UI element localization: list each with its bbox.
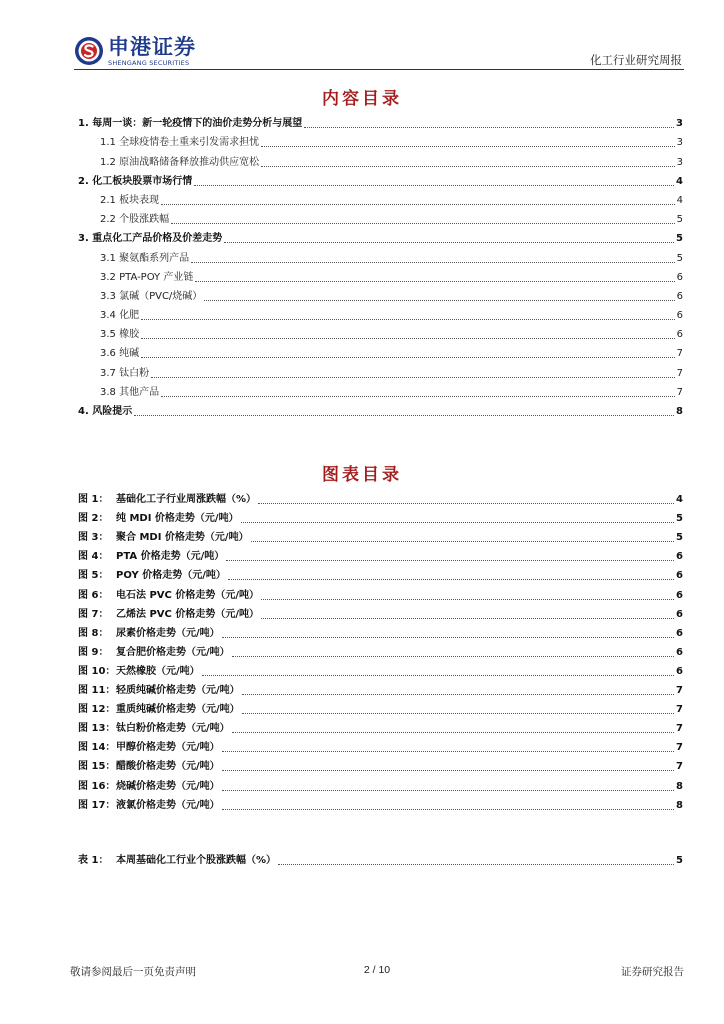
dot-leader bbox=[222, 809, 674, 810]
entry-label: 图 9： bbox=[78, 646, 109, 658]
dot-leader bbox=[228, 579, 674, 580]
entry-title: 2.2 个股涨跌幅 bbox=[100, 214, 170, 226]
toc-entry[interactable] bbox=[78, 322, 683, 341]
entry-label: 图 2： bbox=[78, 513, 109, 525]
entry-label: 图 8： bbox=[78, 627, 109, 639]
toc-entry[interactable] bbox=[78, 360, 683, 379]
entry-title: 烧碱价格走势（元/吨） bbox=[116, 780, 220, 792]
page-number: 2 / 10 bbox=[363, 964, 391, 976]
entry-page-number: 6 bbox=[676, 329, 683, 341]
entry-title: 3. 重点化工产品价格及价差走势 bbox=[78, 233, 223, 245]
entry-title: 3.1 聚氨酯系列产品 bbox=[100, 252, 190, 264]
entry-page-number: 5 bbox=[676, 214, 683, 226]
dot-leader bbox=[232, 732, 674, 733]
entry-page-number: 5 bbox=[676, 855, 683, 867]
figure-entry[interactable] bbox=[78, 659, 683, 678]
toc-list bbox=[78, 111, 683, 418]
entry-title: 复合肥价格走势（元/吨） bbox=[116, 646, 230, 658]
figure-entry[interactable] bbox=[78, 754, 683, 773]
dot-leader bbox=[261, 618, 674, 619]
figure-entry[interactable] bbox=[78, 621, 683, 640]
entry-title: 醋酸价格走势（元/吨） bbox=[116, 761, 220, 773]
dot-leader bbox=[261, 166, 675, 167]
entry-title: 2. 化工板块股票市场行情 bbox=[78, 175, 193, 187]
dot-leader bbox=[304, 127, 674, 128]
dot-leader bbox=[232, 656, 674, 657]
entry-page-number: 6 bbox=[676, 627, 683, 639]
entry-page-number: 6 bbox=[676, 570, 683, 582]
dot-leader bbox=[261, 146, 675, 147]
entry-title: 甲醇价格走势（元/吨） bbox=[116, 742, 220, 754]
entry-page-number: 6 bbox=[676, 290, 683, 302]
figure-entry[interactable] bbox=[78, 487, 683, 506]
entry-label: 图 3： bbox=[78, 532, 109, 544]
entry-page-number: 3 bbox=[676, 118, 683, 130]
toc-entry[interactable] bbox=[78, 226, 683, 245]
entry-label: 图 13： bbox=[78, 723, 116, 735]
entry-title: 液氯价格走势（元/吨） bbox=[116, 799, 220, 811]
figures-list bbox=[78, 487, 683, 812]
dot-leader bbox=[134, 415, 674, 416]
entry-page-number: 7 bbox=[676, 386, 683, 398]
entry-title: 1.2 原油战略储备释放推动供应宽松 bbox=[100, 156, 260, 168]
entry-page-number: 7 bbox=[676, 685, 683, 697]
entry-page-number: 8 bbox=[676, 406, 683, 417]
toc-entry[interactable] bbox=[78, 149, 683, 168]
report-type: 化工行业研究周报 bbox=[590, 53, 682, 67]
toc-entry[interactable] bbox=[78, 130, 683, 149]
entry-page-number: 6 bbox=[676, 665, 683, 677]
entry-title: 1.1 全球疫情卷土重来引发需求担忧 bbox=[100, 137, 260, 149]
dot-leader bbox=[151, 377, 675, 378]
entry-page-number: 6 bbox=[676, 310, 683, 322]
entry-title: 4. 风险提示 bbox=[78, 406, 133, 417]
entry-label: 表 1： bbox=[78, 855, 109, 867]
entry-page-number: 8 bbox=[676, 799, 683, 811]
figure-entry[interactable] bbox=[78, 773, 683, 792]
entry-page-number: 7 bbox=[676, 348, 683, 360]
entry-page-number: 6 bbox=[676, 271, 683, 283]
logo-mark-icon bbox=[74, 36, 104, 66]
entry-page-number: 6 bbox=[676, 551, 683, 563]
toc-entry[interactable] bbox=[78, 341, 683, 360]
entry-page-number: 4 bbox=[676, 494, 683, 506]
logo-english-name: SHENGANG SECURITIES bbox=[108, 59, 190, 67]
entry-title: 3.8 其他产品 bbox=[100, 386, 160, 398]
toc-entry[interactable] bbox=[78, 265, 683, 284]
dot-leader bbox=[222, 751, 674, 752]
figure-entry[interactable] bbox=[78, 678, 683, 697]
entry-label: 图 17： bbox=[78, 799, 116, 811]
dot-leader bbox=[222, 770, 674, 771]
entry-page-number: 6 bbox=[676, 589, 683, 601]
toc-entry[interactable] bbox=[78, 380, 683, 399]
entry-title: 3.7 钛白粉 bbox=[100, 367, 150, 379]
toc-entry[interactable] bbox=[78, 169, 683, 188]
dot-leader bbox=[141, 319, 675, 320]
toc-entry[interactable] bbox=[78, 111, 683, 130]
entry-label: 图 7： bbox=[78, 608, 109, 620]
toc-entry[interactable] bbox=[78, 399, 683, 418]
figures-title: 图表目录 bbox=[322, 465, 402, 485]
entry-title: 3.5 橡胶 bbox=[100, 329, 140, 341]
dot-leader bbox=[242, 713, 674, 714]
entry-label: 图 15： bbox=[78, 761, 116, 773]
toc-title: 内容目录 bbox=[322, 89, 402, 109]
dot-leader bbox=[224, 242, 674, 243]
dot-leader bbox=[161, 204, 675, 205]
dot-leader bbox=[202, 675, 674, 676]
figure-entry[interactable] bbox=[78, 544, 683, 563]
entry-page-number: 5 bbox=[676, 513, 683, 525]
entry-page-number: 3 bbox=[676, 156, 683, 168]
entry-page-number: 5 bbox=[676, 532, 683, 544]
dot-leader bbox=[242, 694, 674, 695]
report-label: 证券研究报告 bbox=[621, 966, 684, 978]
entry-title: POY 价格走势（元/吨） bbox=[116, 570, 226, 582]
entry-label: 图 5： bbox=[78, 570, 109, 582]
toc-entry[interactable] bbox=[78, 303, 683, 322]
entry-label: 图 6： bbox=[78, 589, 109, 601]
entry-page-number: 6 bbox=[676, 608, 683, 620]
entry-page-number: 7 bbox=[676, 704, 683, 716]
figure-entry[interactable] bbox=[78, 563, 683, 582]
figure-entry[interactable] bbox=[78, 716, 683, 735]
entry-title: 天然橡胶（元/吨） bbox=[116, 665, 200, 677]
table-entry[interactable] bbox=[78, 848, 683, 867]
dot-leader bbox=[261, 599, 674, 600]
header-divider bbox=[74, 69, 684, 70]
dot-leader bbox=[251, 541, 674, 542]
entry-label: 图 4： bbox=[78, 551, 109, 563]
toc-entry[interactable] bbox=[78, 188, 683, 207]
entry-label: 图 11： bbox=[78, 685, 116, 697]
entry-title: 重质纯碱价格走势（元/吨） bbox=[116, 704, 240, 716]
dot-leader bbox=[222, 790, 674, 791]
dot-leader bbox=[204, 300, 674, 301]
company-logo bbox=[74, 34, 224, 70]
entry-page-number: 7 bbox=[676, 761, 683, 773]
toc-entry[interactable] bbox=[78, 245, 683, 264]
dot-leader bbox=[141, 338, 675, 339]
entry-page-number: 3 bbox=[676, 137, 683, 149]
toc-entry[interactable] bbox=[78, 207, 683, 226]
entry-title: 尿素价格走势（元/吨） bbox=[116, 627, 220, 639]
entry-title: 3.3 氯碱（PVC/烧碱） bbox=[100, 290, 203, 302]
figure-entry[interactable] bbox=[78, 793, 683, 812]
entry-title: 乙烯法 PVC 价格走势（元/吨） bbox=[116, 608, 260, 620]
entry-page-number: 5 bbox=[676, 252, 683, 264]
entry-title: PTA 价格走势（元/吨） bbox=[116, 551, 225, 563]
entry-page-number: 7 bbox=[676, 742, 683, 754]
entry-title: 钛白粉价格走势（元/吨） bbox=[116, 723, 230, 735]
entry-label: 图 12： bbox=[78, 704, 116, 716]
figure-entry[interactable] bbox=[78, 602, 683, 621]
entry-label: 图 14： bbox=[78, 742, 116, 754]
entry-title: 纯 MDI 价格走势（元/吨） bbox=[116, 513, 239, 525]
figure-entry[interactable] bbox=[78, 582, 683, 601]
entry-page-number: 6 bbox=[676, 646, 683, 658]
dot-leader bbox=[191, 262, 675, 263]
toc-entry[interactable] bbox=[78, 284, 683, 303]
entry-title: 3.2 PTA-POY 产业链 bbox=[100, 271, 194, 283]
entry-label: 图 10： bbox=[78, 665, 116, 677]
entry-title: 轻质纯碱价格走势（元/吨） bbox=[116, 685, 240, 697]
entry-title: 2.1 板块表现 bbox=[100, 194, 160, 206]
dot-leader bbox=[241, 522, 674, 523]
entry-title: 3.4 化肥 bbox=[100, 310, 140, 322]
dot-leader bbox=[226, 560, 674, 561]
entry-page-number: 4 bbox=[676, 194, 683, 206]
entry-title: 电石法 PVC 价格走势（元/吨） bbox=[116, 589, 260, 601]
figure-entry[interactable] bbox=[78, 525, 683, 544]
entry-page-number: 4 bbox=[676, 175, 683, 187]
dot-leader bbox=[258, 503, 674, 504]
figure-entry[interactable] bbox=[78, 640, 683, 659]
entry-title: 3.6 纯碱 bbox=[100, 348, 140, 360]
dot-leader bbox=[194, 185, 674, 186]
dot-leader bbox=[141, 357, 675, 358]
dot-leader bbox=[278, 864, 674, 865]
entry-label: 图 1： bbox=[78, 494, 109, 506]
dot-leader bbox=[161, 396, 675, 397]
dot-leader bbox=[195, 281, 674, 282]
dot-leader bbox=[222, 637, 674, 638]
figure-entry[interactable] bbox=[78, 735, 683, 754]
logo-chinese-name: 申港证券 bbox=[108, 35, 196, 59]
entry-page-number: 7 bbox=[676, 723, 683, 735]
entry-title: 聚合 MDI 价格走势（元/吨） bbox=[116, 532, 249, 544]
entry-page-number: 7 bbox=[676, 367, 683, 379]
figure-entry[interactable] bbox=[78, 697, 683, 716]
tables-list bbox=[78, 848, 683, 867]
page-header bbox=[74, 34, 684, 70]
dot-leader bbox=[171, 223, 675, 224]
entry-page-number: 8 bbox=[676, 780, 683, 792]
entry-label: 图 16： bbox=[78, 780, 116, 792]
figure-entry[interactable] bbox=[78, 506, 683, 525]
entry-title: 本周基础化工行业个股涨跌幅（%） bbox=[116, 855, 277, 867]
entry-page-number: 5 bbox=[676, 233, 683, 245]
entry-title: 1. 每周一谈：新一轮疫情下的油价走势分析与展望 bbox=[78, 118, 303, 130]
disclaimer-note: 敬请参阅最后一页免责声明 bbox=[70, 966, 196, 978]
entry-title: 基础化工子行业周涨跌幅（%） bbox=[116, 494, 257, 506]
